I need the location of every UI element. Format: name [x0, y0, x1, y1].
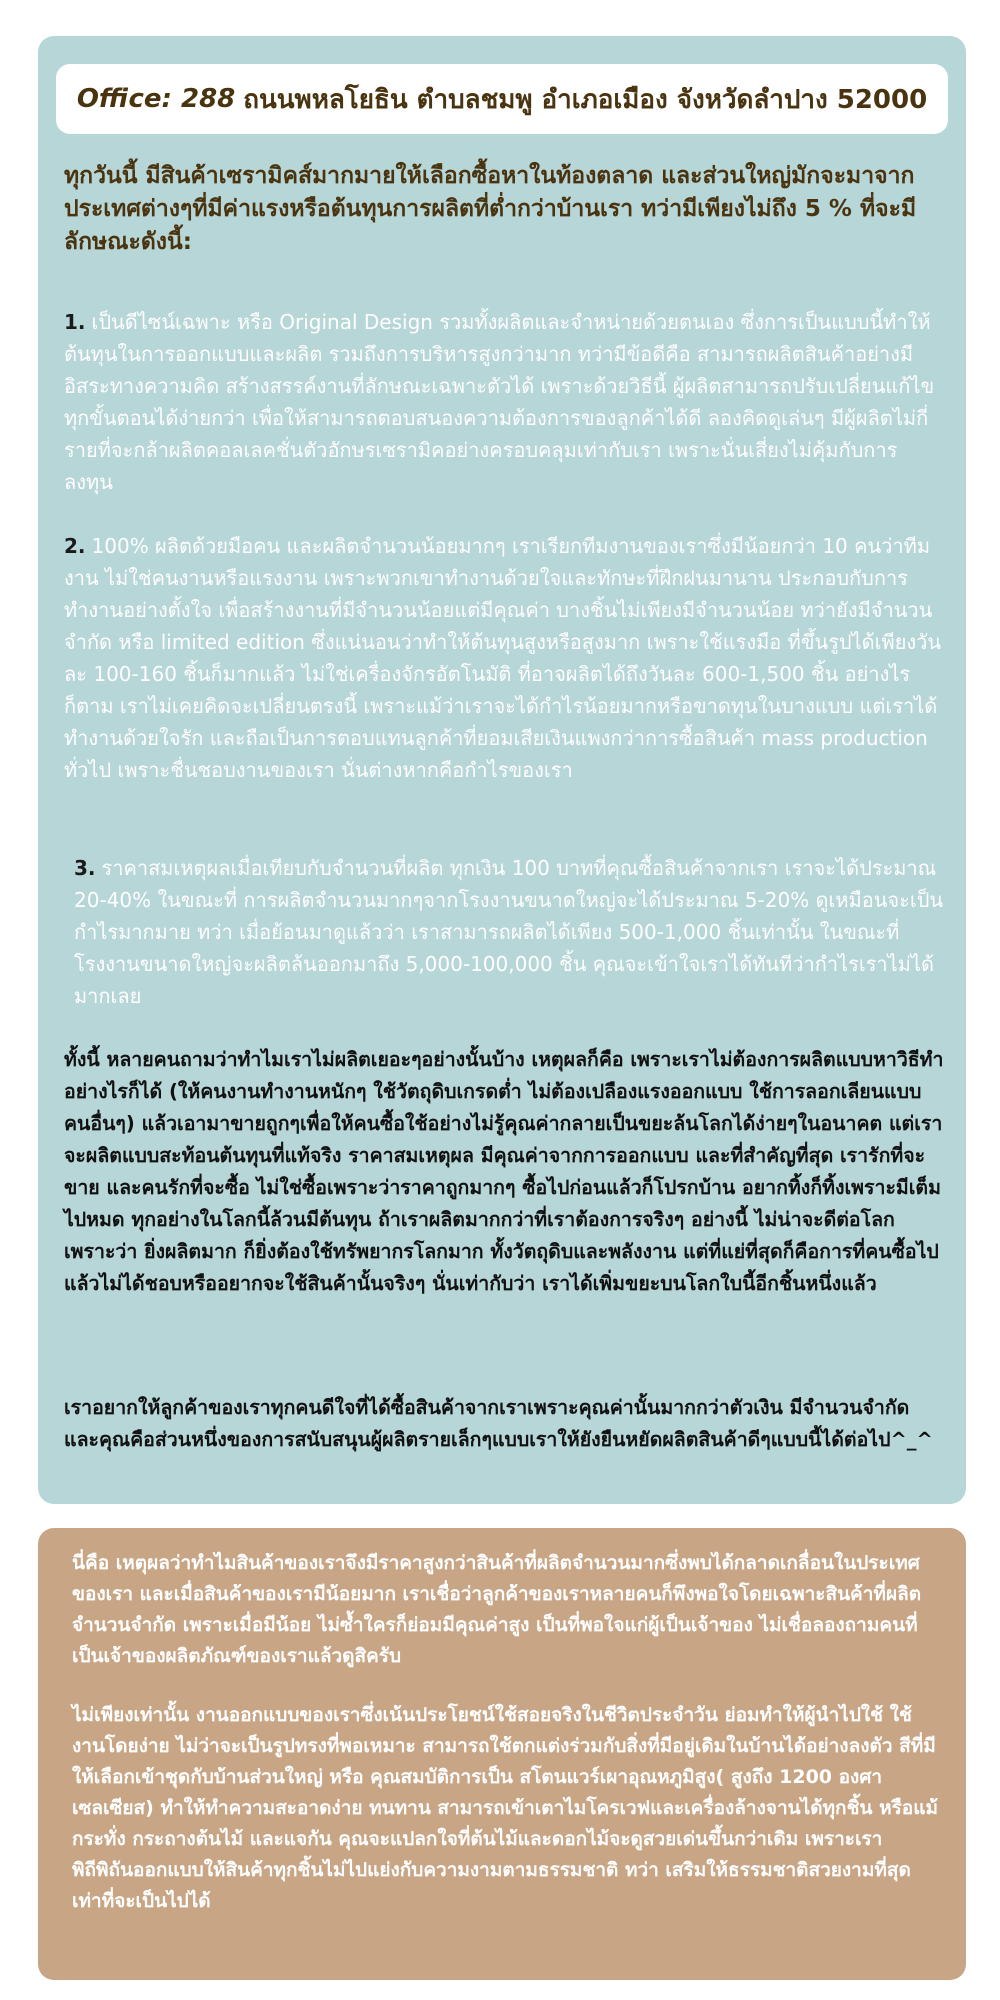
list-item-text: ราคาสมเหตุผลเมื่อเทียบกับจำนวนที่ผลิต ทุกเงิน 100 บาทที่คุณซื้อสินค้าจากเรา เราจะได้ประมาณ 20-40% ในขณะที่ การผลิตจำนวนมากๆจากโรงงานขนาดใหญ่จะได้ประมาณ 5-20% ดูเหมือนจะเป็นกำไรมากมาย ทว่า เมื่อย้อนมาดูแล้วว่า เราสามารถผลิตได้เพียง 500-1,000 ชิ้นเท่านั้น ในขณะที่โรงงานขนาดใหญ่จะผลิตล้นออกมาถึง 5,000-100,000 ชิ้น คุณจะเข้าใจเราได้ทันทีว่ากำไรเราไม่ได้มากเลย [74, 856, 944, 1008]
outro-paragraph: ทั้งนี้ หลายคนถามว่าทำไมเราไม่ผลิตเยอะๆอย่างนั้นบ้าง เหตุผลก็คือ เพราะเราไม่ต้องการผลิตแบบหาวิธีทำอย่างไรก็ได้ (ให้คนงานทำงานหนักๆ ใช้วัตถุดิบเกรดต่ำ ไม่ต้องเปลืองแรงออกแบบ ใช้การลอกเลียนแบบคนอื่นๆ) แล้วเอามาขายถูกๆเพื่อให้คนซื้อใช้อย่างไม่รู้คุณค่ากลายเป็นขยะล้นโลกได้ง่ายๆในอนาคต แต่เราจะผลิตแบบสะท้อนต้นทุนที่แท้จริง ราคาสมเหตุผล มีคุณค่าจากการออกแบบ และที่สำคัญที่สุด เรารักที่จะขาย และคนรักที่จะซื้อ ไม่ใช่ซื้อเพราะว่าราคาถูกมากๆ ซื้อไปก่อนแล้วก็โปรกบ้าน อยากทิ้งก็ทิ้งเพราะมีเต็มไปหมด ทุกอย่างในโลกนี้ล้วนมีต้นทุน ถ้าเราผลิตมากกว่าที่เราต้องการจริงๆ อย่างนี้ ไม่น่าจะดีต่อโลก เพราะว่า ยิ่งผลิตมาก ก็ยิ่งต้องใช้ทรัพยากรโลกมาก ทั้งวัตถุดิบและพลังงาน แต่ที่แย่ที่สุดก็คือการที่คนซื้อไปแล้วไม่ได้ชอบหรืออยากจะใช้สินค้านั้นจริงๆ นั่นเท่ากับว่า เราได้เพิ่มขยะบนโลกใบนี้อีกชิ้นหนึ่งแล้ว [64, 1048, 944, 1295]
list-item-number: 2. [64, 534, 86, 558]
secondary-content-panel [38, 1528, 966, 1980]
list-item-number: 3. [74, 856, 96, 880]
list-item-text: เป็นดีไซน์เฉพาะ หรือ Original Design รวมทั้งผลิตและจำหน่ายด้วยตนเอง ซึ่งการเป็นแบบนี้ทำให้ต้นทุนในการออกแบบและผลิต รวมถึงการบริหารสูงกว่ามาก ทว่ามีข้อดีคือ สามารถผลิตสินค้าอย่างมีอิสระทางความคิด สร้างสรรค์งานที่ลักษณะเฉพาะตัวได้ เพราะด้วยวิธีนี้ ผู้ผลิตสามารถปรับเปลี่ยนแก้ไขทุกขั้นตอนได้ง่ายกว่า เพื่อให้สามารถตอบสนองความต้องการของลูกค้าได้ดี ลองคิดดูเล่นๆ มีผู้ผลิตไม่กี่รายที่จะกล้าผลิตคอลเลคชั่นตัวอักษรเซรามิคอย่างครอบคลุมเท่ากับเรา เพราะนั่นเสี่ยงไม่คุ้มกับการลงทุน [64, 310, 935, 494]
design-paragraph: ไม่เพียงเท่านั้น งานออกแบบของเราซึ่งเน้นประโยชน์ใช้สอยจริงในชีวิตประจำวัน ย่อมทำให้ผู้นำไปใช้ ใช้งานโดยง่าย ไม่ว่าจะเป็นรูปทรงที่พอเหมาะ สามารถใช้ตกแต่งร่วมกับสิ่งที่มีอยู่เดิมในบ้านได้อย่างลงตัว สีที่มีให้เลือกเข้าชุดกับบ้านส่วนใหญ่ หรือ คุณสมบัติการเป็น สโตนแวร์เผาอุณหภูมิสูง( สูงถึง 1200 องศาเซลเซียส) ทำให้ทำความสะอาดง่าย ทนทาน สามารถเข้าเตาไมโครเวฟและเครื่องล้างจานได้ทุกชิ้น หรือแม้กระทั่ง กระถางต้นไม้ และแจกัน คุณจะแปลกใจที่ต้นไม้และดอกไม้จะดูสวยเด่นขึ้นกว่าเดิม เพราะเราพิถีพิถันออกแบบให้สินค้าทุกชิ้นไม่ไปแย่งกับความงามตามธรรมชาติ ทว่า เสริมให้ธรรมชาติสวยงามที่สุดเท่าที่จะเป็นไปได้ [72, 1704, 938, 1912]
office-label: Office: 288 [76, 84, 236, 114]
intro-paragraph: ทุกวันนี้ มีสินค้าเซรามิคส์มากมายให้เลือกซื้อหาในท้องตลาด และส่วนใหญ่มักจะมาจากประเทศต่างๆที่มีค่าแรงหรือต้นทุนการผลิตที่ต่ำกว่าบ้านเรา ทว่ามีเพียงไม่ถึง 5 % ที่จะมีลักษณะดังนี้: [64, 163, 917, 255]
office-address: ถนนพหลโยธิน ตำบลชมพู อำเภอเมือง จังหวัดลำปาง 52000 [243, 84, 928, 115]
closing-paragraph: เราอยากให้ลูกค้าของเราทุกคนดีใจที่ได้ซื้อสินค้าจากเราเพราะคุณค่านั้นมากกว่าตัวเงิน มีจำนวนจำกัดและคุณคือส่วนหนึ่งของการสนับสนุนผู้ผลิตรายเล็กๆแบบเราให้ยังยืนหยัดผลิตสินค้าดีๆแบบนี้ได้ต่อไป^_^ [64, 1396, 933, 1451]
list-item [64, 306, 944, 498]
main-content-panel [38, 36, 966, 1504]
list-item [64, 852, 944, 1012]
reason-paragraph: นี่คือ เหตุผลว่าทำไมสินค้าของเราจึงมีราคาสูงกว่าสินค้าที่ผลิตจำนวนมากซึ่งพบได้กลาดเกลื่อนในประเทศของเรา และเมื่อสินค้าของเรามีน้อยมาก เราเชื่อว่าลูกค้าของเราหลายคนก็พึงพอใจโดยเฉพาะสินค้าที่ผลิตจำนวนจำกัด เพราะเมื่อมีน้อย ไม่ซ้ำใครก็ย่อมมีคุณค่าสูง เป็นที่พอใจแก่ผู้เป็นเจ้าของ ไม่เชื่อลองถามคนที่เป็นเจ้าของผลิตภัณฑ์ของเราแล้วดูสิครับ [72, 1552, 922, 1667]
list-item-number: 1. [64, 310, 86, 334]
office-address-box [56, 64, 948, 134]
list-item [64, 530, 944, 786]
list-item-text: 100% ผลิตด้วยมือคน และผลิตจำนวนน้อยมากๆ เราเรียกทีมงานของเราซึ่งมีน้อยกว่า 10 คนว่าทีมงาน ไม่ใช่คนงานหรือแรงงาน เพราะพวกเขาทำงานด้วยใจและทักษะที่ฝึกฝนมานาน ประกอบกับการทำงานอย่างตั้งใจ เพื่อสร้างงานที่มีจำนวนน้อยแต่มีคุณค่า บางชิ้นไม่เพียงมีจำนวนน้อย ทว่ายังมีจำนวนจำกัด หรือ limited edition ซึ่งแน่นอนว่าทำให้ต้นทุนสูงหรือสูงมาก เพราะใช้แรงมือ ที่ขึ้นรูปได้เพียงวันละ 100-160 ชิ้นก็มากแล้ว ไม่ใช่เครื่องจักรอัตโนมัติ ที่อาจผลิตได้ถึงวันละ 600-1,500 ชิ้น อย่างไรก็ตาม เราไม่เคยคิดจะเปลี่ยนตรงนี้ เพราะแม้ว่าเราจะได้กำไรน้อยมากหรือขาดทุนในบางแบบ แต่เราได้ทำงานด้วยใจรัก และถือเป็นการตอบแทนลูกค้าที่ยอมเสียเงินแพงกว่าการซื้อสินค้า mass production ทั่วไป เพราะชื่นชอบงานของเรา นั่นต่างหากคือกำไรของเรา [64, 534, 942, 782]
